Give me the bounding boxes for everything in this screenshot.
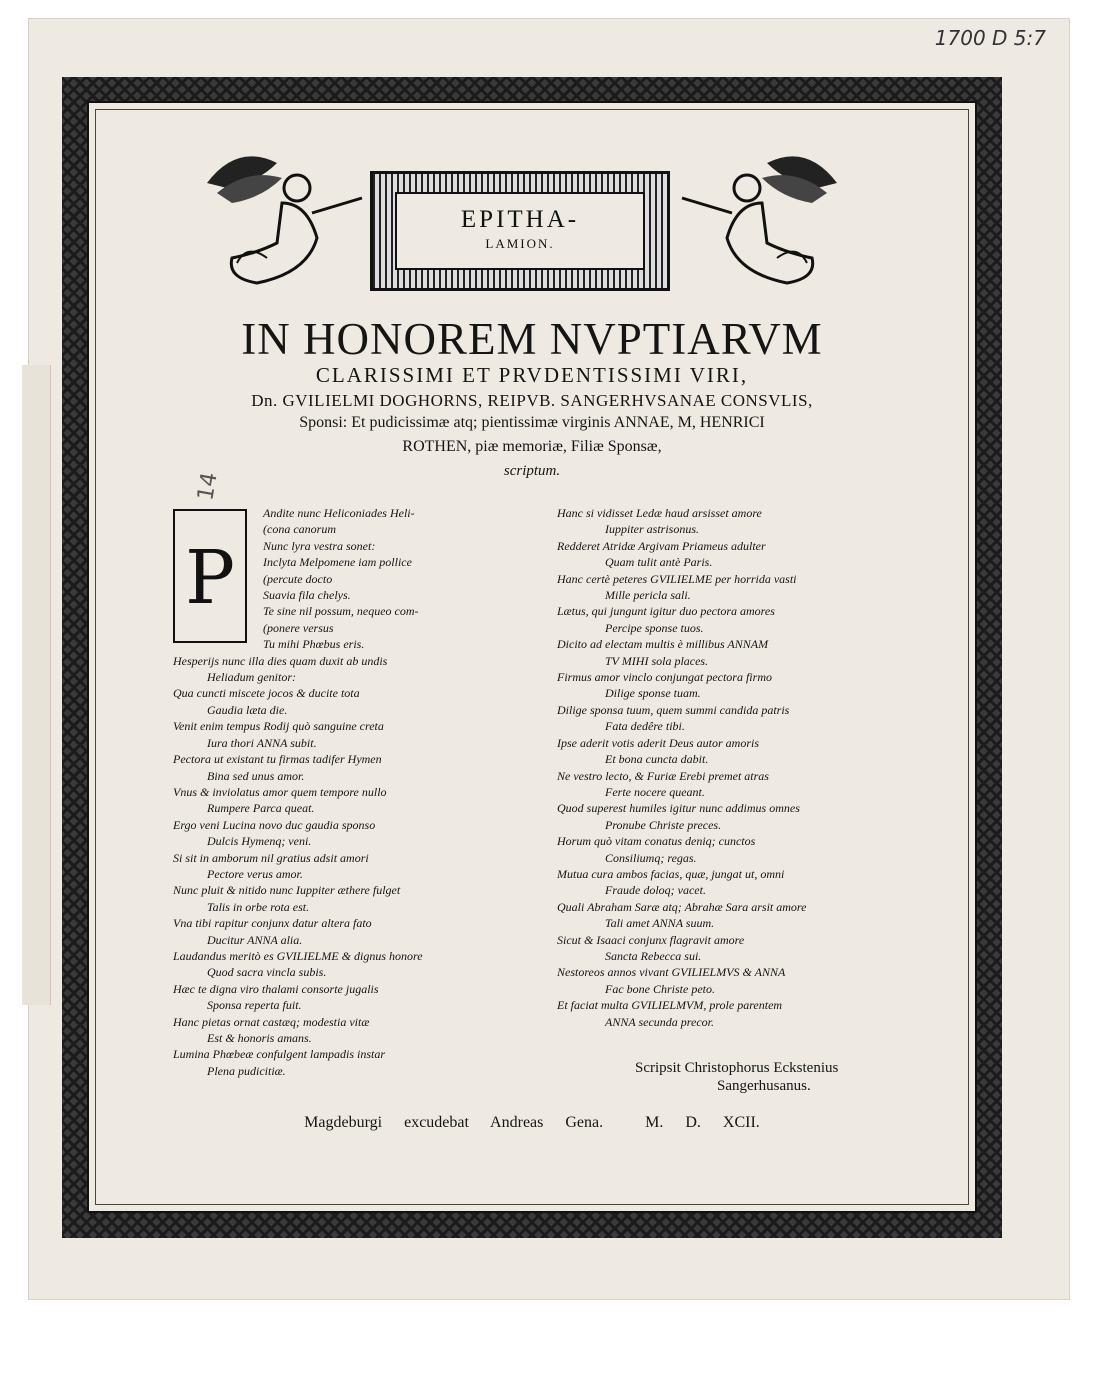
poem-line: Sancta Rebecca sui. — [605, 948, 702, 963]
poem-line: (cona canorum — [263, 522, 336, 537]
poem-line: Horum quò vitam conatus deniq; cunctos — [557, 834, 756, 849]
poem-line: Quali Abraham Saræ atq; Abrahæ Sara arsit amore — [557, 899, 807, 914]
poem-line: Quod sacra vincla subis. — [207, 965, 327, 980]
poem-line: Ergo veni Lucina novo duc gaudia sponso — [173, 817, 376, 832]
poem-line: Bina sed unus amor. — [207, 768, 305, 783]
poem-line: Nunc lyra vestra sonet: — [263, 538, 376, 553]
heading-line-5: ROTHEN, piæ memoriæ, Filiæ Sponsæ, — [402, 438, 662, 455]
angel-left-icon — [197, 143, 367, 293]
poem-line: Est & honoris amans. — [207, 1031, 312, 1045]
poem-line: Fraude doloq; vacet. — [605, 883, 706, 898]
poem-line: Quod superest humiles igitur nunc addimus omnes — [557, 801, 800, 816]
poem-line: Lætus, qui jungunt igitur duo pectora amores — [557, 604, 775, 619]
poem-line: Fata dedêre tibi. — [605, 719, 685, 734]
title-cartouche — [370, 171, 670, 291]
poem-line: Fac bone Christe peto. — [605, 981, 715, 996]
heading-line-2: CLARISSIMI ET PRVDENTISSIMI VIRI, — [315, 363, 749, 387]
torn-paper-strip — [22, 365, 51, 1005]
imprint-year-part-3: XCII. — [722, 1114, 760, 1131]
poem-line: Percipe sponse tuos. — [605, 620, 704, 635]
shelfmark-annotation: 1700 D 5:7 — [934, 26, 1046, 50]
main-heading: IN HONOREM NVPTIARVM — [241, 314, 823, 364]
poem-line: Si sit in amborum nil gratius adsit amori — [173, 850, 369, 865]
heading-line-3: Dn. GVILIELMI DOGHORNS, REIPVB. SANGERHVSANAE CONSVLIS, — [251, 391, 813, 410]
cartouche-line-2: LAMION. — [485, 236, 555, 251]
poem-line: Quam tulit antè Paris. — [605, 555, 713, 570]
imprint-year-part-2: D. — [685, 1114, 701, 1131]
poem-line: ANNA secunda precor. — [605, 1014, 714, 1029]
poem-line: Mutua cura ambos facias, quæ, jungat ut, omni — [557, 866, 785, 881]
poem-line: Dilige sponse tuam. — [605, 686, 701, 701]
poem-line: Hanc certè peteres GVILIELME per horrida vasti — [557, 571, 797, 586]
poem-line: Vnus & inviolatus amor quem tempore nullo — [173, 784, 387, 799]
poem-line: Ne vestro lecto, & Furiæ Erebi premet atras — [557, 768, 769, 783]
poem-line: Heliadum genitor: — [207, 670, 296, 685]
poem-line: Hanc si vidisset Ledæ haud arsisset amore — [557, 506, 762, 520]
poem-line: Plena pudicitiæ. — [207, 1063, 286, 1078]
poem-line: Dilige sponsa tuum, quem summi candida patris — [557, 702, 790, 717]
poem-line: Dicito ad electam multis è millibus ANNAM — [557, 637, 769, 652]
imprint-year-part-1: M. — [645, 1114, 664, 1131]
poem-line: Andite nunc Heliconiades Heli- — [263, 506, 415, 520]
poem-line: Consiliumq; regas. — [605, 850, 697, 865]
handwritten-marginal-note: 14 — [193, 470, 223, 503]
poem-line: Inclyta Melpomene iam pollice — [263, 555, 412, 570]
poem-line: Dulcis Hymenq; veni. — [207, 834, 312, 849]
poem-line: Et bona cuncta dabit. — [605, 752, 709, 767]
poem-line: Iura thori ANNA subit. — [207, 735, 317, 750]
heading-line-4: Sponsi: Et pudicissimæ atq; pientissimæ virginis ANNAE, M, HENRICI — [299, 414, 765, 431]
poem-line: Tali amet ANNA suum. — [605, 916, 715, 931]
cartouche-line-1: EPITHA- — [460, 206, 580, 233]
poem-line: Nestoreos annos vivant GVILIELMVS & ANNA — [557, 965, 786, 980]
signature-line-1: Scripsit Christophorus Eckstenius — [635, 1060, 839, 1076]
poem-line: Ducitur ANNA alia. — [207, 932, 303, 947]
angel-right-icon — [677, 143, 847, 293]
poem-line: Mille pericla sali. — [605, 588, 691, 603]
poem-line: Qua cuncti miscete jocos & ducite tota — [173, 686, 360, 701]
poem-line: Lumina Phœbeæ confulgent lampadis instar — [173, 1047, 386, 1062]
printer-imprint — [87, 1114, 977, 1132]
poem-line: Iuppiter astrisonus. — [605, 522, 700, 537]
signature-line-2: Sangerhusanus. — [717, 1078, 811, 1094]
poem-line: Pectora ut existant tu firmas tadifer Hymen — [173, 752, 382, 767]
poem-line: Pectore verus amor. — [207, 866, 303, 881]
broadsheet-content — [87, 101, 977, 1213]
poem-left-column — [173, 505, 513, 1079]
poem-line: Gaudia læta die. — [207, 702, 288, 717]
poem-line: Firmus amor vinclo conjungat pectora firmo — [557, 670, 772, 685]
poem-line: Hanc pietas ornat castæq; modestia vitæ — [173, 1014, 370, 1029]
poem-line: Tu mihi Phœbus eris. — [263, 637, 365, 652]
poem-line: Laudandus meritò es GVILIELME & dignus honore — [173, 948, 423, 963]
poem-line: Venit enim tempus Rodij quò sanguine creta — [173, 719, 384, 734]
poem-line: Redderet Atridæ Argivam Priameus adulter — [557, 538, 766, 553]
poem-line: Rumpere Parca queat. — [207, 801, 315, 816]
poem-line: Ferte nocere queant. — [605, 784, 705, 799]
poem-line: TV MIHI sola places. — [605, 653, 709, 668]
poem-line: Hesperijs nunc illa dies quam duxit ab undis — [173, 653, 388, 668]
imprint-text: Magdeburgi excudebat Andreas Gena. — [304, 1114, 604, 1131]
poem-line: (ponere versus — [263, 620, 334, 635]
poem-line: Nunc pluit & nitido nunc Iuppiter æthere fulget — [173, 883, 401, 898]
poem-line: Sicut & Isaaci conjunx flagravit amore — [557, 932, 745, 947]
heading-line-6: scriptum. — [503, 463, 561, 479]
poem-line: Talis in orbe rota est. — [207, 899, 310, 914]
poem-line: Ipse aderit votis aderit Deus autor amoris — [557, 735, 759, 750]
poem-line: Vna tibi rapitur conjunx datur altera fato — [173, 916, 372, 931]
poem-line: Suavia fila chelys. — [263, 588, 351, 603]
poem-line: Te sine nil possum, nequeo com- — [263, 604, 419, 619]
poem-right-column — [557, 505, 917, 1030]
author-signature — [635, 1059, 838, 1095]
poem-line: Pronube Christe preces. — [605, 817, 722, 832]
poem-line: Hæc te digna viro thalami consorte jugalis — [173, 981, 379, 996]
poem-line: Sponsa reperta fuit. — [207, 998, 302, 1013]
poem-line: (percute docto — [263, 571, 333, 586]
initial-letter: P — [185, 535, 235, 621]
poem-line: Et faciat multa GVILIELMVM, prole parentem — [557, 998, 783, 1013]
